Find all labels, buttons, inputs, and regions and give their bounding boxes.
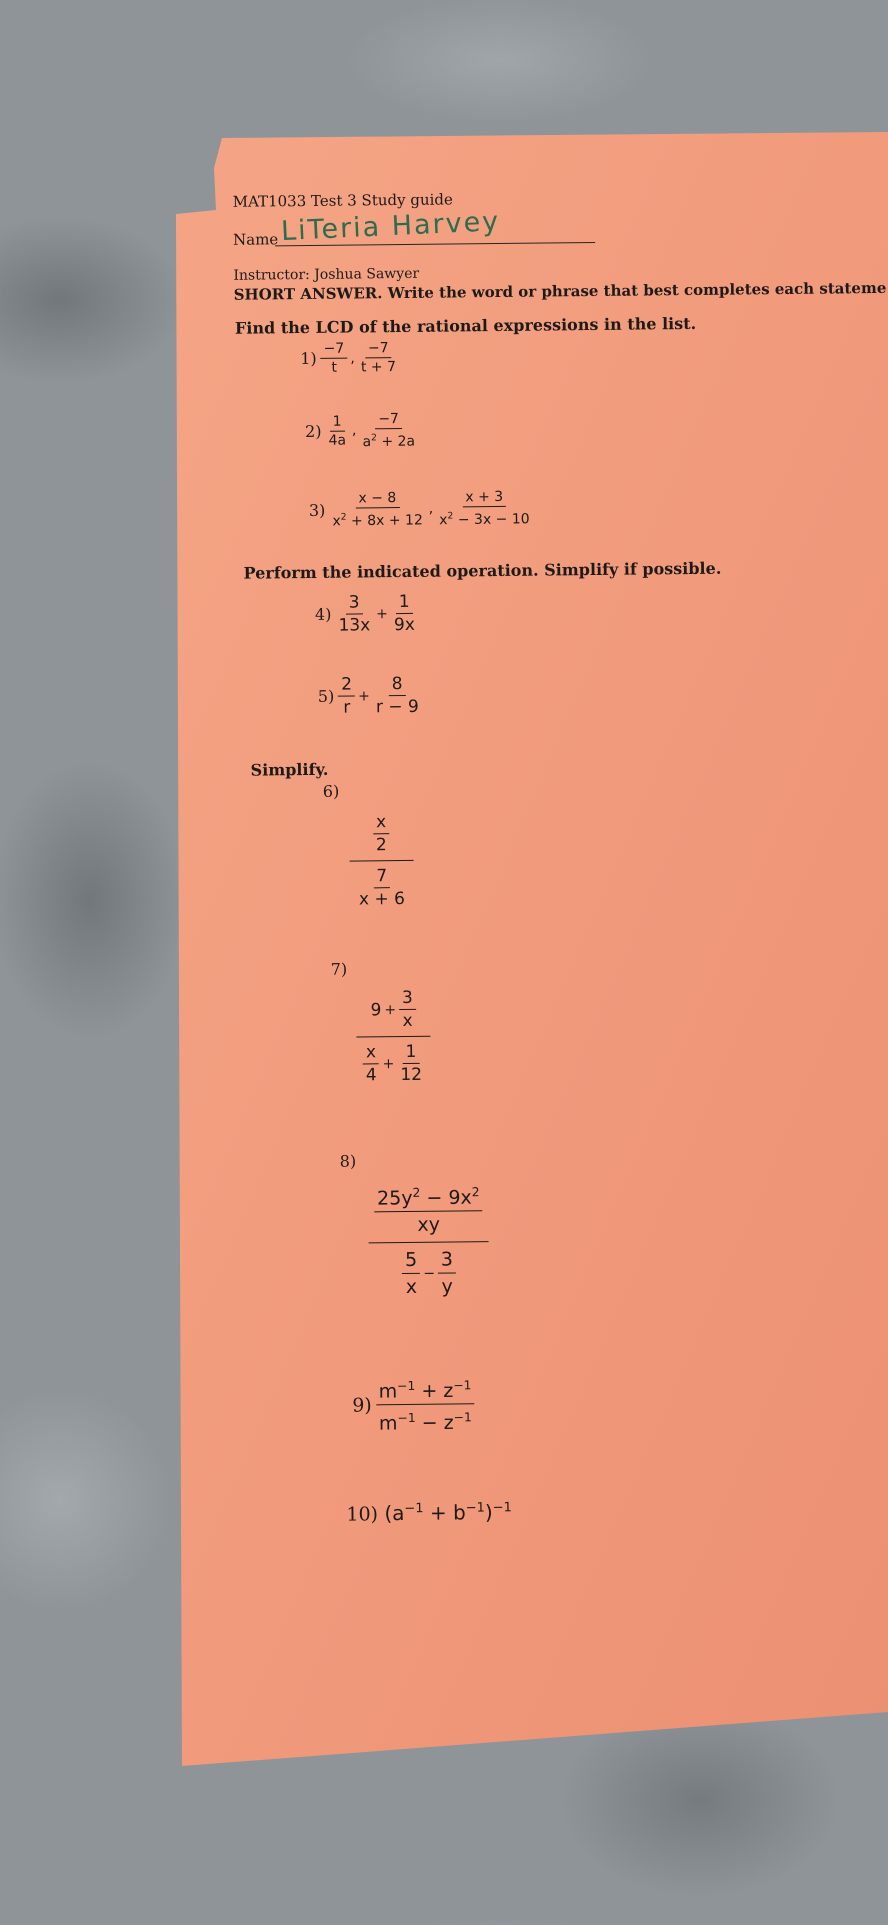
fraction bbox=[402, 1247, 421, 1300]
base: x bbox=[439, 512, 448, 529]
numerator: x + 3 bbox=[462, 488, 506, 507]
numerator: x − 8 bbox=[355, 489, 399, 508]
exponent: −1 bbox=[397, 1378, 416, 1394]
fraction bbox=[399, 987, 416, 1032]
numerator: −7 bbox=[375, 410, 402, 429]
problem-7-complex-fraction bbox=[356, 983, 431, 1091]
exponent: −1 bbox=[397, 1411, 416, 1426]
complex-fraction bbox=[368, 1175, 490, 1305]
denominator: 13x bbox=[338, 615, 371, 636]
denominator bbox=[329, 508, 426, 531]
problem-number: 4) bbox=[314, 604, 332, 624]
fraction bbox=[397, 1041, 425, 1086]
exponent: 2 bbox=[371, 433, 377, 444]
comma: , bbox=[428, 501, 434, 518]
exponent: −1 bbox=[453, 1378, 472, 1393]
problem-1 bbox=[300, 339, 399, 377]
denominator: xy bbox=[417, 1213, 440, 1237]
fraction bbox=[373, 811, 390, 856]
exponent: 2 bbox=[340, 512, 347, 523]
problem-number: 3) bbox=[308, 500, 326, 520]
problem-number: 9) bbox=[352, 1394, 372, 1417]
problem-number: 1) bbox=[300, 348, 317, 369]
problem-2 bbox=[305, 410, 418, 452]
comma: , bbox=[350, 349, 355, 367]
section-heading-operation: Perform the indicated operation. Simplify if possible. bbox=[243, 558, 722, 583]
complex-numerator bbox=[368, 1175, 489, 1243]
fraction bbox=[375, 1372, 475, 1437]
minus-sign: − bbox=[423, 1265, 436, 1282]
course-title: MAT1033 Test 3 Study guide bbox=[232, 190, 453, 211]
denominator: r − 9 bbox=[375, 696, 419, 718]
fraction bbox=[356, 865, 408, 911]
fraction bbox=[359, 410, 418, 451]
complex-denominator bbox=[356, 1037, 431, 1091]
remainder: + 8x + 12 bbox=[346, 512, 423, 530]
denominator: x + 6 bbox=[358, 888, 406, 910]
expression-open: (a bbox=[384, 1501, 405, 1526]
numerator: 1 bbox=[402, 1041, 419, 1064]
fraction bbox=[436, 488, 533, 530]
problem-number: 10) bbox=[346, 1503, 379, 1526]
problem-9 bbox=[352, 1372, 475, 1437]
fraction bbox=[362, 1041, 379, 1086]
fraction bbox=[374, 1179, 483, 1238]
base: m bbox=[378, 1412, 398, 1435]
problem-3 bbox=[309, 488, 533, 531]
denominator: 12 bbox=[400, 1064, 423, 1086]
denominator: x bbox=[405, 1276, 418, 1299]
plus-sign: + bbox=[384, 1001, 397, 1018]
denominator: 4 bbox=[365, 1065, 377, 1086]
exponent: −1 bbox=[404, 1501, 424, 1517]
numerator: 3 bbox=[438, 1247, 456, 1274]
comma: , bbox=[351, 422, 357, 439]
fraction bbox=[338, 674, 355, 719]
fraction bbox=[335, 591, 373, 636]
problem-number: 2) bbox=[304, 421, 322, 441]
numerator: 3 bbox=[346, 591, 363, 614]
term: − 9x bbox=[420, 1186, 472, 1210]
denominator: 9x bbox=[393, 614, 415, 636]
problem-number-6: 6) bbox=[322, 781, 340, 801]
numerator bbox=[374, 1179, 483, 1212]
base: z bbox=[443, 1412, 454, 1435]
denominator: x bbox=[402, 1010, 413, 1032]
problem-8-complex-fraction bbox=[368, 1175, 490, 1305]
section-heading-lcd: Find the LCD of the rational expressions in the list. bbox=[234, 313, 697, 338]
base: z bbox=[443, 1379, 454, 1402]
term: 25y bbox=[377, 1187, 413, 1210]
plus-sign: + bbox=[376, 605, 388, 622]
denominator: 4a bbox=[328, 432, 347, 449]
operator: + bbox=[415, 1379, 444, 1403]
remainder: + 2a bbox=[376, 433, 416, 450]
fraction bbox=[329, 489, 426, 531]
denominator bbox=[376, 1405, 475, 1437]
base: b bbox=[452, 1500, 466, 1525]
problem-number: 5) bbox=[317, 686, 335, 706]
denominator bbox=[359, 429, 418, 451]
base: a bbox=[362, 433, 372, 451]
expression-close: ) bbox=[484, 1500, 493, 1525]
exponent: 2 bbox=[412, 1185, 421, 1200]
exponent: −1 bbox=[465, 1500, 485, 1516]
problem-6-complex-fraction bbox=[349, 807, 414, 915]
section-heading-simplify: Simplify. bbox=[250, 759, 329, 780]
operator: − bbox=[415, 1412, 444, 1435]
complex-numerator bbox=[367, 807, 396, 860]
exponent: −1 bbox=[453, 1410, 472, 1425]
denominator: 2 bbox=[375, 835, 387, 856]
problem-number-8: 8) bbox=[339, 1151, 357, 1171]
numerator: 3 bbox=[399, 987, 416, 1010]
name-label: Name bbox=[232, 230, 279, 249]
remainder: − 3x − 10 bbox=[453, 511, 530, 529]
fraction bbox=[438, 1247, 457, 1300]
exponent: 2 bbox=[471, 1185, 480, 1200]
complex-numerator bbox=[364, 983, 422, 1037]
numerator: 2 bbox=[338, 674, 355, 697]
problem-10 bbox=[346, 1500, 512, 1526]
problem-5 bbox=[318, 673, 422, 719]
denominator bbox=[436, 507, 533, 530]
student-name-handwritten: LiTeria Harvey bbox=[280, 206, 501, 248]
denominator: t bbox=[331, 359, 337, 376]
denominator: t + 7 bbox=[360, 359, 397, 376]
numerator bbox=[375, 1372, 474, 1405]
complex-denominator bbox=[350, 861, 414, 915]
operator: + bbox=[423, 1500, 454, 1525]
complex-fraction bbox=[349, 807, 414, 915]
base: x bbox=[332, 513, 341, 530]
fraction bbox=[358, 339, 399, 376]
base: m bbox=[378, 1380, 398, 1403]
plus-sign: + bbox=[382, 1055, 395, 1072]
denominator: r bbox=[343, 697, 351, 718]
complex-fraction bbox=[356, 983, 431, 1091]
complex-denominator bbox=[396, 1243, 463, 1305]
fraction bbox=[373, 673, 422, 719]
numerator: x bbox=[363, 1041, 379, 1064]
problem-number-7: 7) bbox=[330, 959, 348, 979]
numerator: 1 bbox=[330, 412, 345, 431]
numerator: 5 bbox=[402, 1247, 420, 1274]
instructor-line: Instructor: Joshua Sawyer bbox=[233, 265, 420, 284]
fraction bbox=[391, 591, 418, 636]
problem-4 bbox=[315, 591, 418, 637]
numerator: x bbox=[373, 811, 389, 834]
denominator: y bbox=[441, 1275, 453, 1298]
fraction bbox=[321, 340, 348, 377]
fraction bbox=[325, 412, 349, 449]
numerator: −7 bbox=[365, 339, 392, 358]
exponent: −1 bbox=[492, 1500, 512, 1516]
exponent: 2 bbox=[447, 511, 454, 522]
plus-sign: + bbox=[358, 687, 370, 704]
instructions-text: SHORT ANSWER. Write the word or phrase that best completes each stateme bbox=[233, 278, 887, 304]
whole-number: 9 bbox=[370, 999, 382, 1020]
numerator: −7 bbox=[321, 340, 348, 359]
numerator: 1 bbox=[396, 591, 413, 614]
numerator: 8 bbox=[389, 673, 406, 696]
numerator: 7 bbox=[373, 865, 390, 888]
